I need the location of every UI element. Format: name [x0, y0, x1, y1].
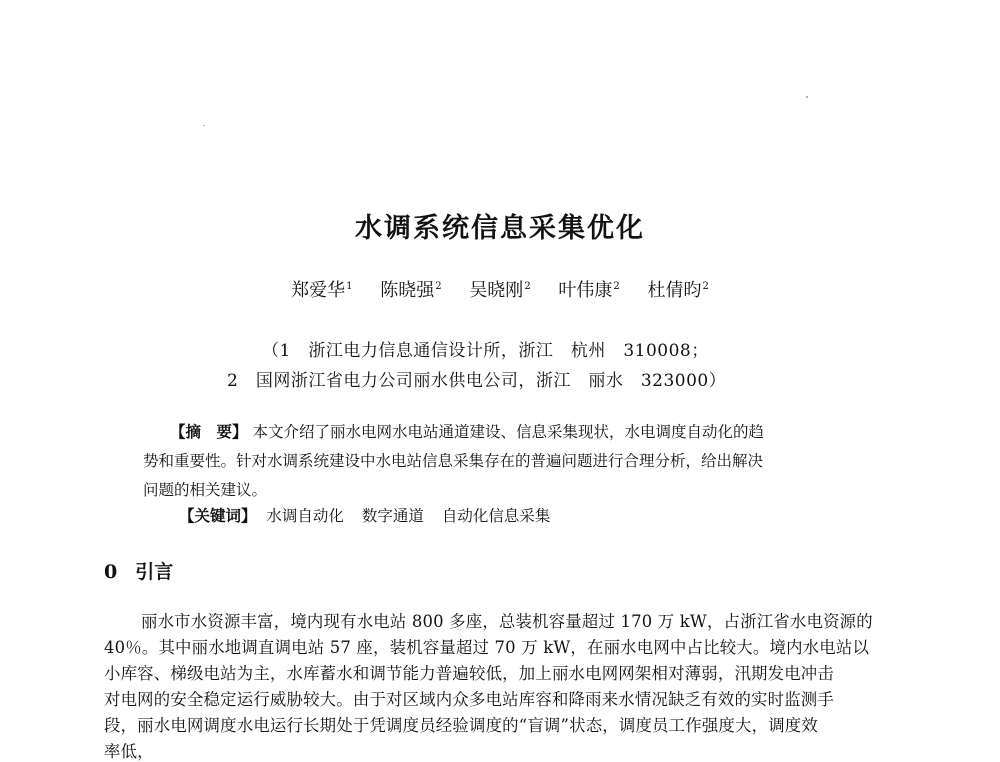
author — [380, 280, 441, 301]
body-text-line: 段，丽水电网调度水电运行长期处于凭调度员经验调度的“盲调”状态，调度员工作强度大，调度效 — [104, 716, 818, 735]
author-affiliation-mark: 2 — [702, 281, 709, 292]
author-affiliation-mark: 2 — [435, 281, 442, 292]
keywords-label: 【关键词】 — [179, 506, 257, 525]
body-text-line: 小库容、梯级电站为主，水库蓄水和调节能力普遍较低，加上丽水电网网架相对薄弱，汛期发电冲击 — [104, 664, 834, 683]
scan-speck — [203, 125, 205, 126]
author — [648, 280, 709, 301]
keyword: 自动化信息采集 — [441, 507, 551, 525]
abstract-label: 【摘 要】 — [170, 422, 248, 441]
body-text-line: 率低， — [104, 742, 154, 761]
author-affiliation-mark: 1 — [346, 281, 353, 292]
abstract-text: 本文介绍了丽水电网水电站通道建设、信息采集现状，水电调度自动化的趋 — [252, 423, 764, 441]
author — [558, 280, 619, 301]
author-name: 吴晓刚 — [469, 280, 524, 301]
body-text-line: 40％。其中丽水地调直调电站 57 座，装机容量超过 70 万 kW，在丽水电网中占比较大。境内水电站以 — [104, 638, 870, 657]
author-affiliation-mark: 2 — [613, 281, 620, 292]
author — [291, 280, 352, 301]
body-text-line: 丽水市水资源丰富，境内现有水电站 800 多座，总装机容量超过 170 万 kW，占浙江省水电资源的 — [141, 612, 873, 631]
keyword: 水调自动化 — [266, 507, 344, 525]
author-name: 郑爱华 — [291, 280, 346, 301]
author-affiliation-mark: 2 — [524, 281, 531, 292]
paper-title: 水调系统信息采集优化 — [355, 213, 645, 244]
abstract-line: 势和重要性。针对水调系统建设中水电站信息采集存在的普遍问题进行合理分析，给出解决 — [143, 452, 764, 470]
abstract-line — [170, 420, 764, 442]
author-name: 叶伟康 — [558, 280, 613, 301]
author-name: 杜倩昀 — [647, 280, 702, 301]
body-text-line: 对电网的安全稳定运行威胁较大。由于对区域内众多电站库容和降雨来水情况缺乏有效的实时监测手 — [104, 690, 834, 709]
section-title: 引言 — [135, 561, 174, 583]
author-list — [0, 276, 1000, 302]
affiliation-line: （1 浙江电力信息通信设计所，浙江 杭州 310008； — [262, 341, 709, 361]
author-name: 陈晓强 — [380, 280, 435, 301]
keyword: 数字通道 — [361, 507, 424, 525]
affiliation-line: 2 国网浙江省电力公司丽水供电公司，浙江 丽水 323000） — [227, 371, 727, 391]
section-number: 0 — [104, 561, 118, 583]
section-heading — [104, 557, 173, 584]
scan-speck — [806, 96, 808, 98]
author — [469, 280, 530, 301]
keywords-line — [179, 504, 568, 526]
abstract-line: 问题的相关建议。 — [143, 481, 268, 499]
